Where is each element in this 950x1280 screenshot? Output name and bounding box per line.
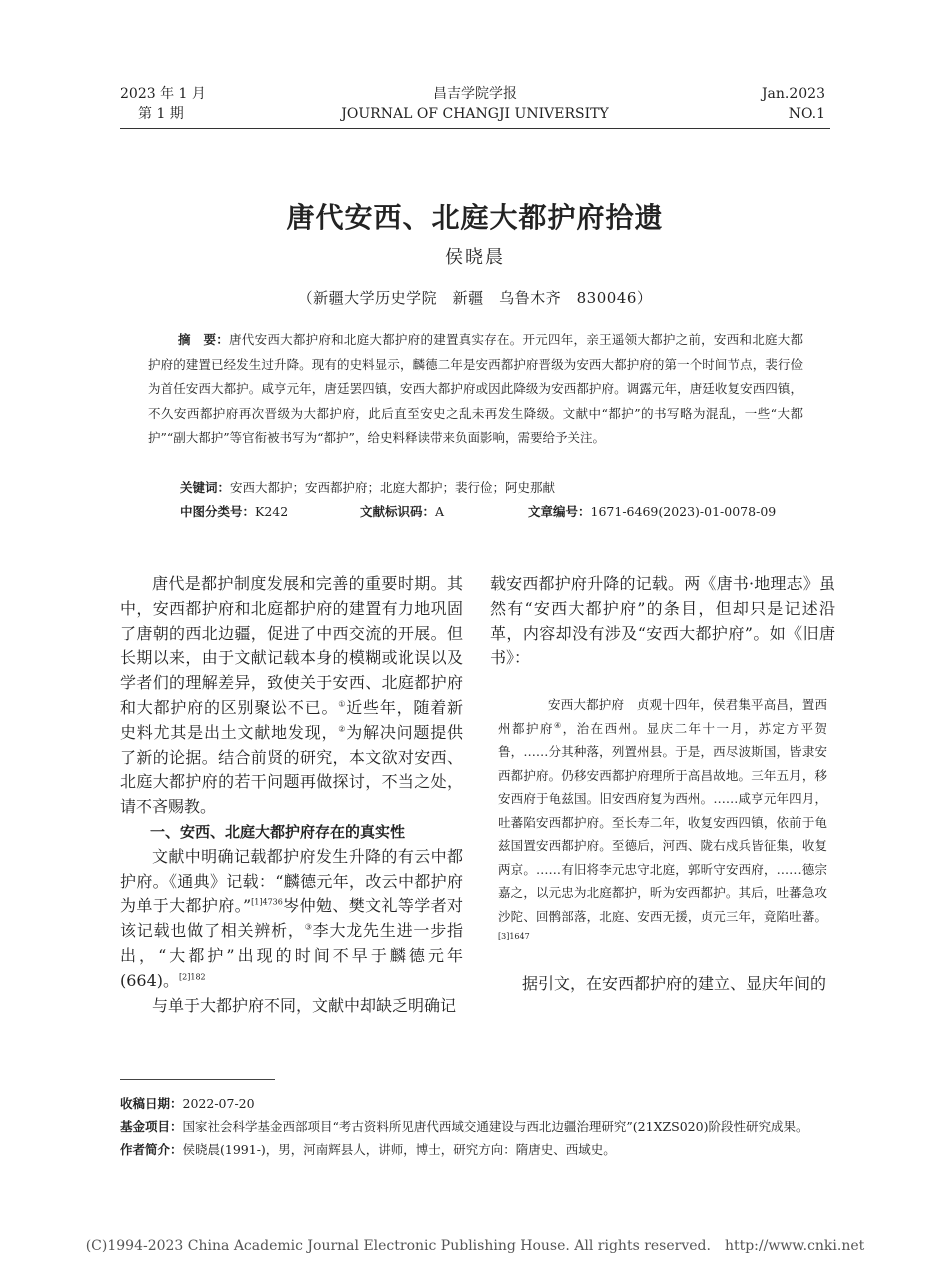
keywords-text: 安西大都护；安西都护府；北庭大都护；裴行俭；阿史那献 xyxy=(230,480,556,495)
abstract-label: 摘 要： xyxy=(178,332,230,347)
header-rule xyxy=(120,128,830,129)
issue-number-cn: 第 1 期 xyxy=(138,106,184,122)
article-title: 唐代安西、北庭大都护府拾遗 xyxy=(286,201,664,234)
text-run: 近些年，随着新史料尤其是出土文献地发现， xyxy=(120,697,463,742)
author-name: 侯晓晨 xyxy=(445,247,505,268)
author-affiliation: （新疆大学历史学院 新疆 乌鲁木齐 830046） xyxy=(297,289,653,307)
citation-ref: [1]4736 xyxy=(251,898,283,908)
issue-month-en: Jan.2023 xyxy=(761,86,825,102)
clc-value: K242 xyxy=(255,504,289,519)
issue-date xyxy=(120,84,240,124)
abstract-text: 唐代安西大都护府和北庭大都护府的建置真实存在。开元四年，亲王遥领大都护之前，安西和北庭大都护府的建置已经发生过升降。现有的史料显示，麟德二年是安西都护府晋级为安西大都护府的第一个时间节点，裴行俭为首任安西大都护。咸亨元年，唐廷罢四镇，安西大都护府或因此降级为安西都护府。调露元年，唐廷收复安西四镇，不久安西都护府再次晋级为大都护府，此后直至安史之乱未再发生降级。文献中“都护”的书写略为混乱，一些“大都护”“副大都护”等官衔被书写为“都护”，给史料释读带来负面影响，需要给予关注。 xyxy=(148,332,803,445)
article-number-label: 文章编号： xyxy=(528,504,591,519)
issue-month: 2023 年 1 月 xyxy=(120,86,206,102)
continued-paragraph: 载安西都护府升降的记载。两《唐书·地理志》虽然有“安西大都护府”的条目，但却只是记述沿革，内容却没有涉及“安西大都护府”。如《旧唐书》： xyxy=(490,574,835,668)
text-run: 为解决问题提供了新的论据。结合前贤的研究，本文欲对安西、北庭大都护府的若干问题再做探讨，不当之处，请不吝赐教。 xyxy=(120,722,463,817)
block-quote xyxy=(498,693,827,952)
section-paragraph-end: 与单于大都护府不同，文献中却缺乏明确记 xyxy=(152,995,457,1015)
footnote-ref: ① xyxy=(338,699,347,709)
received-date-value: 2022-07-20 xyxy=(182,1096,255,1111)
journal-name-en: JOURNAL OF CHANGJI UNIVERSITY xyxy=(341,106,609,122)
keywords xyxy=(180,478,800,498)
abstract xyxy=(148,328,803,451)
section-paragraph xyxy=(120,845,463,994)
author-bio xyxy=(120,1138,840,1161)
analysis-paragraph: 据引文，在安西都护府的建立、显庆年间的 xyxy=(522,973,827,993)
journal-name-cn: 昌吉学院学报 xyxy=(433,86,517,102)
text-run: 李大龙先生进一步指出，“大都护”出现的时间不早于麟德元年(664)。 xyxy=(120,921,463,990)
received-date-label: 收稿日期： xyxy=(120,1096,183,1111)
text-run: 唐代是都护制度发展和完善的重要时期。其中，安西都护府和北庭都护府的建置有力地巩固了唐朝的西北边疆，促进了中西交流的开展。但长期以来，由于文献记载本身的模糊或讹误以及学者们的理解差异，致使关于安西、北庭都护府和大都护府的区别聚讼不已。 xyxy=(120,574,463,717)
funding-label: 基金项目： xyxy=(120,1119,183,1134)
copyright-notice: (C)1994-2023 China Academic Journal Electronic Publishing House. All rights reserved. http://www.cnki.net xyxy=(85,1238,865,1254)
text-run: 文献中明确记载都护府发生升降的有云中都护府。《通典》记载：“麟德元年，改云中都护府为单于大都护府。” xyxy=(120,846,463,916)
intro-paragraph xyxy=(120,572,463,820)
footnote-ref: ② xyxy=(338,724,347,734)
body-left-column xyxy=(120,572,463,1018)
issue-number-en: NO.1 xyxy=(788,106,825,122)
document-code xyxy=(360,502,444,522)
keywords-label: 关键词： xyxy=(180,480,231,495)
funding-value: 国家社会科学基金西部项目“考古资料所见唐代西域交通建设与西北边疆治理研究”(21XZS020)阶段性研究成果。 xyxy=(182,1119,809,1134)
text-run: 安西大都护府 贞观十四年，侯君集平高昌，置西州都护府 xyxy=(498,697,827,736)
received-date xyxy=(120,1092,840,1115)
quote-text xyxy=(498,693,827,952)
article-number xyxy=(528,502,776,522)
citation-ref: [3]1647 xyxy=(498,932,530,942)
journal-name xyxy=(300,84,650,124)
text-run: 岑仲勉、樊文礼等学者对该记载也做了相关辨析， xyxy=(120,896,463,941)
document-code-value: A xyxy=(435,504,445,519)
document-code-label: 文献标识码： xyxy=(360,504,436,519)
footnote-rule xyxy=(120,1079,275,1080)
footnote-ref: ④ xyxy=(553,720,563,730)
author-bio-label: 作者简介： xyxy=(120,1142,183,1157)
article-number-value: 1671-6469(2023)-01-0078-09 xyxy=(590,504,777,519)
clc-label: 中图分类号： xyxy=(180,504,256,519)
author-bio-value: 侯晓晨(1991-)，男，河南辉县人，讲师，博士，研究方向：隋唐史、西域史。 xyxy=(182,1142,616,1157)
funding xyxy=(120,1115,840,1138)
issue-date-en xyxy=(700,84,825,124)
citation-ref: [2]182 xyxy=(179,972,206,982)
body-right-column xyxy=(490,572,835,996)
clc-number xyxy=(180,502,288,522)
section-heading: 一、安西、北庭大都护府存在的真实性 xyxy=(150,822,406,841)
text-run: ，治在西州。显庆二年十一月，苏定方平贺鲁，……分其种落，列置州县。于是，西尽波斯国，皆隶安西都护府。仍移安西都护府理所于高昌故地。三年五月，移安西府于龟兹国。旧安西府复为西州。……咸亨元年四月，吐蕃陷安西都护府。至长寿二年，收复安西四镇，依前于龟兹国置安西都护府。至德后，河西、陇右戍兵皆征集，收复两京。……有旧将李元忠守北庭，郭昕守安西府，……德宗嘉之，以元忠为北庭都护，昕为安西都护。其后，吐蕃急攻沙陀、回鹘部落，北庭、安西无援，贞元三年，竟陷吐蕃。 xyxy=(498,720,827,924)
footnotes xyxy=(120,1092,840,1161)
footnote-ref: ③ xyxy=(304,922,313,932)
